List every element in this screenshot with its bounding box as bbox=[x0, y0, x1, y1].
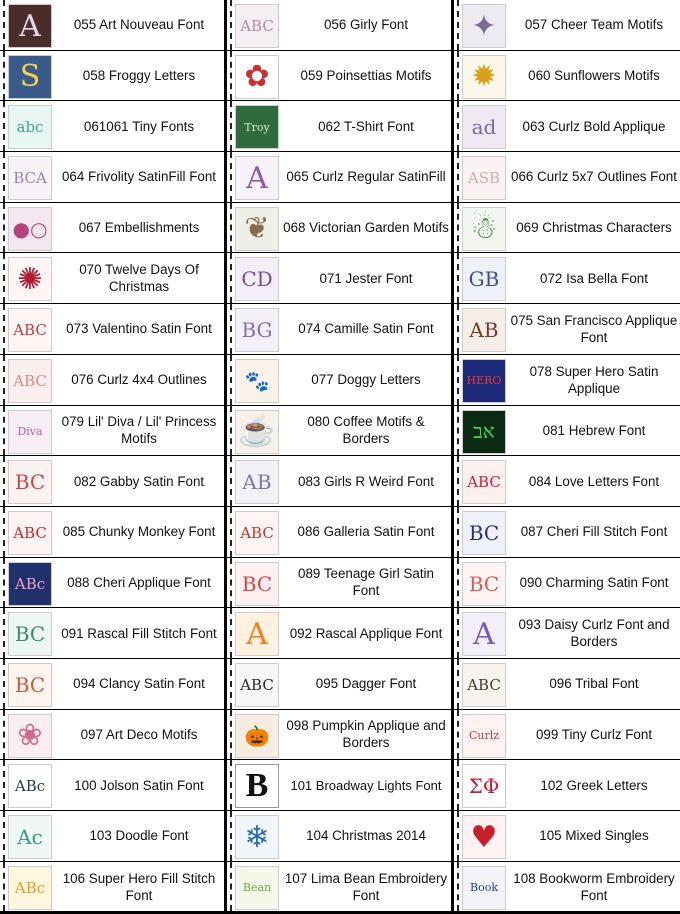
font-title-label[interactable]: 078 Super Hero Satin Applique bbox=[529, 363, 659, 396]
font-title-label[interactable]: 089 Teenage Girl Satin Font bbox=[298, 566, 434, 599]
font-title-label[interactable]: 095 Dagger Font bbox=[315, 676, 417, 692]
font-thumbnail-icon[interactable]: A bbox=[8, 4, 52, 48]
font-thumbnail-icon[interactable]: A bbox=[462, 612, 506, 656]
font-thumbnail-icon[interactable]: ABC bbox=[8, 359, 52, 403]
font-thumbnail-icon[interactable]: ABC bbox=[8, 308, 52, 352]
catalog-item[interactable] bbox=[454, 862, 680, 912]
font-title-label[interactable]: 093 Daisy Curlz Font and Borders bbox=[518, 617, 670, 650]
catalog-item[interactable] bbox=[0, 355, 224, 405]
font-title-label[interactable]: 057 Cheer Team Motifs bbox=[524, 17, 664, 33]
font-title-label[interactable]: 074 Camille Satin Font bbox=[298, 321, 434, 337]
catalog-item[interactable] bbox=[0, 760, 224, 810]
catalog-item[interactable] bbox=[0, 101, 224, 151]
font-title-label[interactable]: 085 Chunky Monkey Font bbox=[62, 524, 216, 540]
catalog-item[interactable] bbox=[0, 253, 224, 303]
font-title-label[interactable]: 087 Cheri Fill Stitch Font bbox=[520, 524, 668, 540]
font-title-label[interactable]: 100 Jolson Satin Font bbox=[74, 777, 204, 793]
font-thumbnail-icon[interactable]: אב bbox=[462, 410, 506, 454]
catalog-item[interactable] bbox=[227, 304, 451, 354]
font-thumbnail-icon[interactable]: ✿ bbox=[235, 55, 279, 99]
catalog-item[interactable] bbox=[0, 203, 224, 253]
font-thumbnail-icon[interactable]: ASB bbox=[462, 156, 506, 200]
font-thumbnail-icon[interactable]: CD bbox=[235, 257, 279, 301]
font-title-label[interactable]: 102 Greek Letters bbox=[540, 777, 648, 793]
font-title-label[interactable]: 066 Curlz 5x7 Outlines Font bbox=[511, 169, 677, 185]
catalog-item[interactable] bbox=[227, 253, 451, 303]
font-title-label[interactable]: 082 Gabby Satin Font bbox=[73, 473, 205, 489]
catalog-item[interactable] bbox=[454, 304, 680, 354]
catalog-item[interactable] bbox=[454, 456, 680, 506]
font-thumbnail-icon[interactable]: ABC bbox=[8, 511, 52, 555]
catalog-item[interactable] bbox=[0, 507, 224, 557]
font-thumbnail-icon[interactable]: ABC bbox=[235, 511, 279, 555]
font-thumbnail-icon[interactable]: BC bbox=[235, 562, 279, 606]
font-title-label[interactable]: 091 Rascal Fill Stitch Font bbox=[61, 625, 217, 641]
catalog-item[interactable] bbox=[227, 456, 451, 506]
font-title-label[interactable]: 083 Girls R Weird Font bbox=[298, 473, 434, 489]
font-thumbnail-icon[interactable]: ABc bbox=[8, 562, 52, 606]
font-title-label[interactable]: 071 Jester Font bbox=[319, 270, 413, 286]
catalog-item[interactable] bbox=[227, 0, 451, 50]
font-title-label[interactable]: 096 Tribal Font bbox=[549, 676, 639, 692]
catalog-item[interactable] bbox=[454, 51, 680, 101]
catalog-item[interactable] bbox=[227, 811, 451, 861]
font-thumbnail-icon[interactable]: BC bbox=[8, 460, 52, 504]
font-thumbnail-icon[interactable]: A bbox=[235, 156, 279, 200]
font-title-label[interactable]: 090 Charming Satin Font bbox=[519, 574, 669, 590]
catalog-item[interactable] bbox=[454, 0, 680, 50]
font-title-label[interactable]: 060 Sunflowers Motifs bbox=[528, 68, 660, 84]
catalog-item[interactable] bbox=[227, 51, 451, 101]
catalog-item[interactable] bbox=[454, 152, 680, 202]
font-title-label[interactable]: 084 Love Letters Font bbox=[528, 473, 660, 489]
font-thumbnail-icon[interactable]: ABC bbox=[462, 460, 506, 504]
font-title-label[interactable]: 056 Girly Font bbox=[323, 17, 409, 33]
catalog-item[interactable] bbox=[0, 608, 224, 658]
font-title-label[interactable]: 072 Isa Bella Font bbox=[540, 270, 648, 286]
catalog-item[interactable] bbox=[227, 152, 451, 202]
font-title-label[interactable]: 055 Art Nouveau Font bbox=[73, 17, 205, 33]
catalog-item[interactable] bbox=[227, 558, 451, 608]
font-title-label[interactable]: 070 Twelve Days Of Christmas bbox=[79, 262, 199, 295]
catalog-item[interactable] bbox=[0, 558, 224, 608]
font-thumbnail-icon[interactable]: S bbox=[8, 55, 52, 99]
catalog-item[interactable] bbox=[227, 406, 451, 456]
font-thumbnail-icon[interactable]: ABC bbox=[235, 663, 279, 707]
font-title-label[interactable]: 094 Clancy Satin Font bbox=[73, 676, 205, 692]
font-thumbnail-icon[interactable]: Curlz bbox=[462, 714, 506, 758]
font-title-label[interactable]: 108 Bookworm Embroidery Font bbox=[513, 870, 675, 903]
font-title-label[interactable]: 076 Curlz 4x4 Outlines bbox=[71, 372, 207, 388]
font-title-label[interactable]: 086 Galleria Satin Font bbox=[297, 524, 435, 540]
catalog-item[interactable] bbox=[0, 710, 224, 760]
font-thumbnail-icon[interactable]: Troy bbox=[235, 105, 279, 149]
catalog-item[interactable] bbox=[454, 659, 680, 709]
font-title-label[interactable]: 099 Tiny Curlz Font bbox=[535, 726, 653, 742]
catalog-item[interactable] bbox=[227, 760, 451, 810]
font-thumbnail-icon[interactable]: ☕ bbox=[235, 410, 279, 454]
font-title-label[interactable]: 067 Embellishments bbox=[78, 220, 200, 236]
font-title-label[interactable]: 073 Valentino Satin Font bbox=[66, 321, 212, 337]
font-title-label[interactable]: 088 Cheri Applique Font bbox=[67, 574, 211, 590]
font-title-label[interactable]: 064 Frivolity SatinFill Font bbox=[61, 169, 217, 185]
catalog-item[interactable] bbox=[454, 253, 680, 303]
catalog-item[interactable] bbox=[0, 152, 224, 202]
font-title-label[interactable]: 098 Pumpkin Applique and Borders bbox=[286, 718, 446, 751]
catalog-item[interactable] bbox=[454, 710, 680, 760]
font-thumbnail-icon[interactable]: B bbox=[235, 764, 279, 808]
catalog-item[interactable] bbox=[454, 558, 680, 608]
font-title-label[interactable]: 058 Froggy Letters bbox=[82, 68, 196, 84]
font-thumbnail-icon[interactable]: ❀ bbox=[8, 714, 52, 758]
font-title-label[interactable]: 103 Doodle Font bbox=[89, 828, 189, 844]
font-thumbnail-icon[interactable]: Diva bbox=[8, 410, 52, 454]
font-thumbnail-icon[interactable]: ΣΦ bbox=[462, 764, 506, 808]
font-thumbnail-icon[interactable]: Book bbox=[462, 866, 506, 910]
font-title-label[interactable]: 106 Super Hero Fill Stitch Font bbox=[62, 870, 216, 903]
font-thumbnail-icon[interactable]: BC bbox=[8, 612, 52, 656]
font-thumbnail-icon[interactable]: 🐾 bbox=[235, 359, 279, 403]
font-title-label[interactable]: 105 Mixed Singles bbox=[539, 828, 649, 844]
font-thumbnail-icon[interactable]: ✺ bbox=[8, 257, 52, 301]
font-thumbnail-icon[interactable]: ✦ bbox=[462, 4, 506, 48]
catalog-item[interactable] bbox=[454, 811, 680, 861]
catalog-item[interactable] bbox=[227, 710, 451, 760]
font-thumbnail-icon[interactable]: AB bbox=[462, 308, 506, 352]
font-title-label[interactable]: 059 Poinsettias Motifs bbox=[300, 68, 432, 84]
catalog-item[interactable] bbox=[227, 862, 451, 912]
catalog-item[interactable] bbox=[454, 760, 680, 810]
font-thumbnail-icon[interactable]: HERO bbox=[462, 359, 506, 403]
catalog-item[interactable] bbox=[0, 0, 224, 50]
catalog-item[interactable] bbox=[0, 51, 224, 101]
catalog-item[interactable] bbox=[454, 355, 680, 405]
font-title-label[interactable]: 077 Doggy Letters bbox=[311, 372, 421, 388]
catalog-item[interactable] bbox=[454, 608, 680, 658]
catalog-item[interactable] bbox=[0, 304, 224, 354]
font-thumbnail-icon[interactable]: BCA bbox=[8, 156, 52, 200]
font-thumbnail-icon[interactable]: BG bbox=[235, 308, 279, 352]
font-title-label[interactable]: 107 Lima Bean Embroidery Font bbox=[284, 870, 448, 903]
font-thumbnail-icon[interactable]: ad bbox=[462, 105, 506, 149]
catalog-item[interactable] bbox=[227, 355, 451, 405]
catalog-item[interactable] bbox=[0, 862, 224, 912]
font-title-label[interactable]: 080 Coffee Motifs & Borders bbox=[307, 414, 425, 447]
font-title-label[interactable]: 104 Christmas 2014 bbox=[306, 828, 426, 844]
font-title-label[interactable]: 097 Art Deco Motifs bbox=[80, 726, 198, 742]
catalog-item[interactable] bbox=[0, 811, 224, 861]
catalog-item[interactable] bbox=[454, 507, 680, 557]
font-title-label[interactable]: 061061 Tiny Fonts bbox=[83, 118, 195, 134]
catalog-item[interactable] bbox=[0, 406, 224, 456]
font-thumbnail-icon[interactable]: abc bbox=[8, 105, 52, 149]
font-thumbnail-icon[interactable]: 🎃 bbox=[235, 714, 279, 758]
font-thumbnail-icon[interactable]: AB bbox=[235, 460, 279, 504]
font-thumbnail-icon[interactable]: GB bbox=[462, 257, 506, 301]
font-thumbnail-icon[interactable]: ABc bbox=[8, 764, 52, 808]
font-title-label[interactable]: 079 Lil' Diva / Lil' Princess Motifs bbox=[61, 414, 217, 447]
font-title-label[interactable]: 101 Broadway Lights Font bbox=[290, 777, 442, 793]
font-title-label[interactable]: 075 San Francisco Applique Font bbox=[510, 312, 678, 345]
font-thumbnail-icon[interactable]: Ac bbox=[8, 815, 52, 859]
font-thumbnail-icon[interactable]: ✹ bbox=[462, 55, 506, 99]
font-title-label[interactable]: 069 Christmas Characters bbox=[516, 220, 672, 236]
font-thumbnail-icon[interactable]: ☃ bbox=[462, 207, 506, 251]
font-title-label[interactable]: 065 Curlz Regular SatinFill bbox=[286, 169, 446, 185]
font-title-label[interactable]: 068 Victorian Garden Motifs bbox=[283, 220, 449, 236]
font-thumbnail-icon[interactable]: ❄ bbox=[235, 815, 279, 859]
font-thumbnail-icon[interactable]: ♥ bbox=[462, 815, 506, 859]
font-title-label[interactable]: 063 Curlz Bold Applique bbox=[522, 118, 666, 134]
catalog-item[interactable] bbox=[227, 101, 451, 151]
catalog-item[interactable] bbox=[454, 406, 680, 456]
catalog-item[interactable] bbox=[0, 456, 224, 506]
font-thumbnail-icon[interactable]: Bean bbox=[235, 866, 279, 910]
font-thumbnail-icon[interactable]: ❦ bbox=[235, 207, 279, 251]
catalog-item[interactable] bbox=[0, 659, 224, 709]
catalog-item[interactable] bbox=[227, 507, 451, 557]
font-thumbnail-icon[interactable]: BC bbox=[462, 562, 506, 606]
font-thumbnail-icon[interactable]: ABC bbox=[235, 4, 279, 48]
catalog-item[interactable] bbox=[227, 608, 451, 658]
font-title-label[interactable]: 092 Rascal Applique Font bbox=[289, 625, 443, 641]
catalog-item[interactable] bbox=[227, 203, 451, 253]
font-thumbnail-icon[interactable]: BC bbox=[462, 511, 506, 555]
font-thumbnail-icon[interactable]: BC bbox=[8, 663, 52, 707]
font-thumbnail-icon[interactable]: A bbox=[235, 612, 279, 656]
catalog-item[interactable] bbox=[454, 101, 680, 151]
font-thumbnail-icon[interactable]: ABc bbox=[8, 866, 52, 910]
font-thumbnail-icon[interactable]: ●○ bbox=[8, 207, 52, 251]
font-thumbnail-icon[interactable]: ABC bbox=[462, 663, 506, 707]
font-title-label[interactable]: 062 T-Shirt Font bbox=[318, 118, 414, 134]
catalog-item[interactable] bbox=[454, 203, 680, 253]
font-title-label[interactable]: 081 Hebrew Font bbox=[542, 422, 646, 438]
catalog-item[interactable] bbox=[227, 659, 451, 709]
